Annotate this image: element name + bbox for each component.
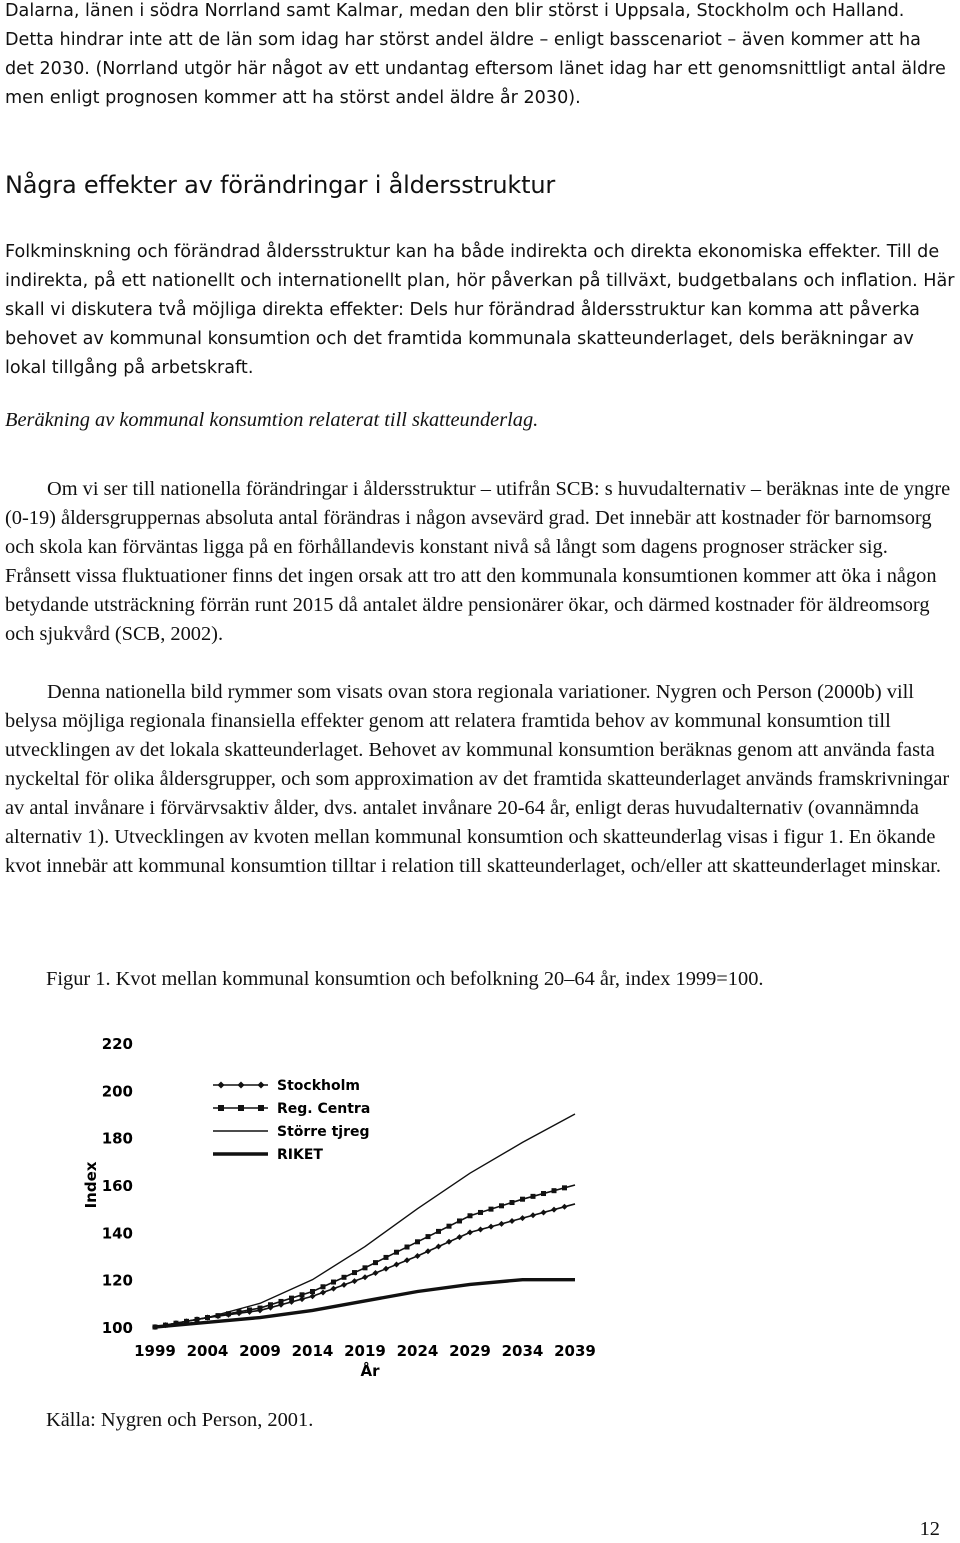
series-point-stockholm xyxy=(478,1226,484,1232)
paragraph-2: Folkminskning och förändrad åldersstruktur kan ha både indirekta och direkta ekonomiska effekter. Till de indirekta, på ett nationellt och internationellt plan, hör påverkan på tillväxt, budgetbalans och inflation. Här skall vi diskutera två möjliga direkta effekter: Dels hur förändrad åldersstruktur kan komma att påverka behovet av kommunal konsumtion och det framtida kommunala skatteunderlaget, dels beräkningar av lokal tillgång på arbetskraft. xyxy=(5,242,955,378)
paragraph-4: Denna nationella bild rymmer som visats ovan stora regionala variationer. Nygren och Person (2000b) vill belysa möjliga regionala finansiella effekter genom att relatera framtida behov av kommunal konsumtion till utvecklingen av det lokala skatteunderlaget. Behovet av kommunal konsumtion beräknas genom att använda fasta nyckeltal för olika åldersgrupper, och som approximation av det framtida skatteunderlaget används framskrivningar av antal invånare i förvärvsaktiv ålder, dvs. antalet invånare 20-64 år, enligt deras huvudalternativ (ovannämnda alternativ 1). Utvecklingen av kvoten mellan kommunal konsumtion och skatteunderlag visas i figur 1. En ökande kvot innebär att kommunal konsumtion tilltar i relation till skatteunderlaget, och/eller att skatteunderlaget minskar. xyxy=(5,681,950,877)
paragraph-3: Om vi ser till nationella förändringar i åldersstruktur – utifrån SCB: s huvudalternativ – beräknas inte de yngre (0-19) åldersgruppernas absoluta antal förändras i någon avsevärd grad. Det innebär att kostnader för barnomsorg och skola kan förväntas ligga på en förhållandevis konstant nivå så långt som dagens prognoser sträcker sig. Frånsett vissa fluktuationer finns det ingen orsak att tro att den kommunala konsumtionen kommer att öka i någon betydande utsträckning förrän runt 2015 då antalet äldre pensionärer ökar, och därmed kostnader för äldreomsorg och sjukvård (SCB, 2002). xyxy=(5,478,951,645)
legend-marker-reg-centra xyxy=(238,1105,244,1111)
series-point-stockholm xyxy=(331,1286,337,1292)
series-point-stockholm xyxy=(436,1244,442,1250)
series-point-reg-centra xyxy=(289,1296,294,1301)
series-point-reg-centra xyxy=(447,1224,452,1229)
x-tick-label-2014: 2014 xyxy=(291,1342,334,1360)
figure-caption: Figur 1. Kvot mellan kommunal konsumtion och befolkning 20–64 år, index 1999=100. xyxy=(46,968,764,990)
series-point-stockholm xyxy=(415,1253,421,1259)
series-point-reg-centra xyxy=(247,1307,252,1312)
series-point-reg-centra xyxy=(436,1229,441,1234)
series-point-stockholm xyxy=(341,1282,347,1288)
y-axis-label: Index xyxy=(82,1161,100,1209)
series-point-stockholm xyxy=(373,1270,379,1276)
legend-label-stockholm: Stockholm xyxy=(277,1078,360,1094)
y-tick-label-140: 140 xyxy=(101,1224,133,1243)
series-point-reg-centra xyxy=(384,1255,389,1260)
x-tick-label-1999: 1999 xyxy=(134,1342,176,1360)
series-point-reg-centra xyxy=(321,1284,326,1289)
series-point-reg-centra xyxy=(300,1292,305,1297)
series-point-reg-centra xyxy=(520,1197,525,1202)
series-point-reg-centra xyxy=(310,1289,315,1294)
series-point-stockholm xyxy=(499,1221,505,1227)
series-point-stockholm xyxy=(383,1266,389,1272)
series-point-reg-centra xyxy=(457,1218,462,1223)
series-point-reg-centra xyxy=(489,1207,494,1212)
series-point-stockholm xyxy=(551,1207,557,1213)
series-point-reg-centra xyxy=(363,1265,368,1270)
series-point-stockholm xyxy=(530,1212,536,1218)
series-point-stockholm xyxy=(446,1239,452,1245)
series-line-reg-centra xyxy=(155,1185,575,1327)
series-point-stockholm xyxy=(310,1293,316,1299)
series-point-reg-centra xyxy=(394,1250,399,1255)
x-tick-label-2039: 2039 xyxy=(554,1342,596,1360)
section-heading: Några effekter av förändringar i åldersstruktur xyxy=(5,171,555,199)
legend-marker-stockholm xyxy=(218,1082,225,1089)
series-point-reg-centra xyxy=(279,1299,284,1304)
series-point-reg-centra xyxy=(468,1213,473,1218)
series-point-reg-centra xyxy=(552,1188,557,1193)
y-tick-label-120: 120 xyxy=(101,1271,133,1290)
x-tick-label-2019: 2019 xyxy=(344,1342,386,1360)
series-point-stockholm xyxy=(509,1218,515,1224)
series-point-stockholm xyxy=(457,1234,463,1240)
series-point-stockholm xyxy=(362,1274,368,1280)
series-point-reg-centra xyxy=(258,1306,263,1311)
series-point-reg-centra xyxy=(342,1275,347,1280)
series-point-stockholm xyxy=(520,1215,526,1221)
x-tick-label-2024: 2024 xyxy=(396,1342,439,1360)
page-number: 12 xyxy=(919,1518,940,1540)
legend-label-riket: RIKET xyxy=(277,1147,323,1163)
y-tick-label-200: 200 xyxy=(101,1082,133,1101)
y-tick-label-100: 100 xyxy=(101,1319,133,1337)
series-point-reg-centra xyxy=(426,1234,431,1239)
series-point-reg-centra xyxy=(352,1270,357,1275)
paragraph-1: Dalarna, länen i södra Norrland samt Kalmar, medan den blir störst i Uppsala, Stockholm och Halland. Detta hindrar inte att de län som idag har störst andel äldre – enligt basscenariot – även kommer att ha det 2030. (Norrland utgör här något av ett undantag eftersom länet idag har ett genomsnittligt antal äldre men enligt prognosen kommer att ha störst andel äldre år 2030). xyxy=(5,1,946,108)
series-point-reg-centra xyxy=(331,1280,336,1285)
y-tick-label-180: 180 xyxy=(101,1129,133,1148)
figure-source: Källa: Nygren och Person, 2001. xyxy=(46,1409,314,1431)
x-tick-label-2029: 2029 xyxy=(449,1342,491,1360)
index-line-chart xyxy=(0,1020,960,1400)
series-point-reg-centra xyxy=(415,1239,420,1244)
series-point-stockholm xyxy=(425,1248,431,1254)
series-point-reg-centra xyxy=(478,1210,483,1215)
series-point-reg-centra xyxy=(531,1194,536,1199)
series-point-reg-centra xyxy=(562,1185,567,1190)
x-tick-label-2034: 2034 xyxy=(501,1342,544,1360)
subheading: Beräkning av kommunal konsumtion relaterat till skatteunderlag. xyxy=(5,409,539,431)
series-point-stockholm xyxy=(320,1289,326,1295)
x-axis-label: År xyxy=(360,1362,380,1380)
series-point-reg-centra xyxy=(268,1302,273,1307)
series-line-riket xyxy=(155,1280,575,1327)
series-point-reg-centra xyxy=(541,1191,546,1196)
legend-label-st-rre-tjreg: Större tjreg xyxy=(277,1124,370,1140)
series-point-stockholm xyxy=(488,1224,494,1230)
legend-marker-stockholm xyxy=(238,1082,245,1089)
legend-marker-stockholm xyxy=(258,1082,265,1089)
series-point-stockholm xyxy=(394,1262,400,1268)
series-point-stockholm xyxy=(541,1209,547,1215)
x-tick-label-2004: 2004 xyxy=(186,1342,229,1360)
series-point-reg-centra xyxy=(510,1200,515,1205)
series-point-stockholm xyxy=(352,1278,358,1284)
y-tick-label-160: 160 xyxy=(101,1177,133,1195)
series-point-stockholm xyxy=(404,1257,410,1263)
series-point-reg-centra xyxy=(499,1203,504,1208)
legend-label-reg-centra: Reg. Centra xyxy=(277,1101,371,1117)
y-tick-label-220: 220 xyxy=(101,1035,133,1053)
legend-marker-reg-centra xyxy=(258,1105,264,1111)
x-tick-label-2009: 2009 xyxy=(239,1342,281,1360)
series-point-reg-centra xyxy=(373,1260,378,1265)
series-point-stockholm xyxy=(562,1204,568,1210)
legend-marker-reg-centra xyxy=(218,1105,224,1111)
series-point-reg-centra xyxy=(405,1245,410,1250)
series-point-stockholm xyxy=(467,1229,473,1235)
